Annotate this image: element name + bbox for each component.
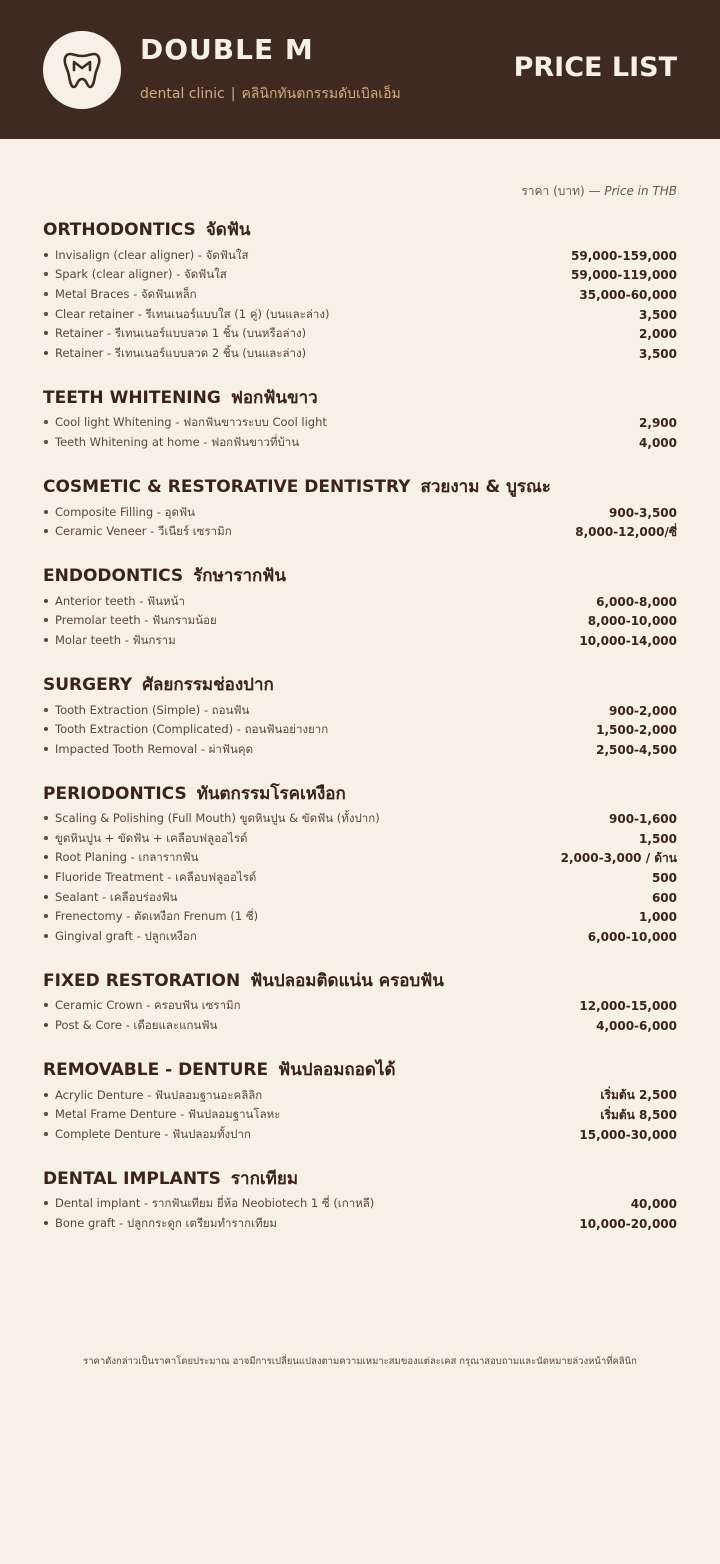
section-title-th: ฟันปลอมติดแน่น ครอบฟัน: [250, 970, 444, 991]
section-title: [43, 969, 677, 993]
section-title-en: REMOVABLE - DENTURE: [43, 1059, 269, 1080]
price-item: [43, 829, 677, 849]
item-price: 12,000-15,000: [579, 999, 677, 1014]
tooth-icon: [62, 48, 102, 92]
subtitle-th: คลินิกทันตกรรมดับเบิลเอ็ม: [241, 86, 401, 102]
section-title: [43, 1058, 677, 1082]
section-title-en: ENDODONTICS: [43, 565, 184, 586]
price-item: [43, 503, 677, 523]
price-item: [43, 1016, 677, 1036]
price-item: [43, 907, 677, 927]
price-list: [43, 1195, 677, 1234]
section-title-th: ทันตกรรมโรคเหงือก: [196, 783, 346, 804]
item-price: 59,000-159,000: [571, 248, 677, 263]
item-price: 6,000-10,000: [587, 929, 677, 944]
item-price: 4,000-6,000: [596, 1019, 677, 1034]
item-name: Composite Filling - อุดฟัน: [43, 504, 195, 522]
item-name: Tooth Extraction (Simple) - ถอนฟัน: [43, 702, 249, 720]
price-item: [43, 701, 677, 721]
item-price: 35,000-60,000: [579, 287, 677, 302]
item-name: Ceramic Crown - ครอบฟัน เซรามิก: [43, 997, 241, 1015]
item-price: 15,000-30,000: [579, 1127, 677, 1142]
price-list: [43, 414, 677, 453]
item-name: Ceramic Veneer - วีเนียร์ เซรามิก: [43, 523, 232, 541]
price-section: [43, 218, 677, 364]
section-title-en: TEETH WHITENING: [43, 387, 221, 408]
price-item: [43, 305, 677, 325]
price-item: [43, 592, 677, 612]
price-section: [43, 386, 677, 453]
price-list: [43, 997, 677, 1036]
item-name: Dental implant - รากฟันเทียม ยี่ห้อ Neobiotech 1 ซี่ (เกาหลี): [43, 1195, 374, 1213]
item-name: Premolar teeth - ฟันกรามน้อย: [43, 612, 217, 630]
price-item: [43, 522, 677, 542]
price-item: [43, 740, 677, 760]
item-price: 6,000-8,000: [596, 594, 677, 609]
price-item: [43, 997, 677, 1017]
item-name: Post & Core - เดือยและแกนฟัน: [43, 1017, 217, 1035]
item-name: Sealant - เคลือบร่องฟัน: [43, 889, 178, 907]
subtitle-separator: |: [230, 86, 236, 102]
item-price: 4,000: [639, 435, 677, 450]
section-title-en: COSMETIC & RESTORATIVE DENTISTRY: [43, 476, 411, 497]
item-price: 1,500-2,000: [596, 723, 677, 738]
section-title-en: DENTAL IMPLANTS: [43, 1168, 221, 1189]
clinic-logo: [43, 31, 121, 109]
item-name: Complete Denture - ฟันปลอมทั้งปาก: [43, 1126, 251, 1144]
item-name: ขูดหินปูน + ขัดฟัน + เคลือบฟลูออไรด์: [43, 830, 247, 848]
item-name: Bone graft - ปลูกกระดูก เตรียมทำรากเทียม: [43, 1215, 277, 1233]
price-item: [43, 927, 677, 947]
price-section: [43, 1167, 677, 1234]
footer-note: ราคาดังกล่าวเป็นราคาโดยประมาณ อาจมีการเปลี่ยนแปลงตามความเหมาะสมของแต่ละเคส กรุณาสอบถามและนัดหมายล่วงหน้าที่คลินิก: [83, 1356, 637, 1367]
section-title-th: สวยงาม & บูรณะ: [420, 476, 551, 497]
price-list: [43, 503, 677, 542]
section-title-en: PERIODONTICS: [43, 783, 187, 804]
currency-th: ราคา (บาท): [521, 184, 585, 198]
item-name: Invisalign (clear aligner) - จัดฟันใส: [43, 247, 248, 265]
price-item: [43, 266, 677, 286]
item-price: 10,000-14,000: [579, 633, 677, 648]
section-title-th: ฟันปลอมถอดได้: [278, 1059, 396, 1080]
price-section: [43, 564, 677, 651]
price-item: [43, 810, 677, 830]
item-price: 2,500-4,500: [596, 742, 677, 757]
item-name: Impacted Tooth Removal - ผ่าฟันคุด: [43, 741, 253, 759]
price-item: [43, 246, 677, 266]
item-name: Acrylic Denture - ฟันปลอมฐานอะคลิลิก: [43, 1087, 262, 1105]
section-title-en: FIXED RESTORATION: [43, 970, 241, 991]
item-name: Cool light Whitening - ฟอกฟันขาวระบบ Cool light: [43, 414, 327, 432]
item-price: 59,000-119,000: [571, 268, 677, 283]
header-banner: [0, 0, 720, 139]
price-list: [43, 701, 677, 760]
price-list: [43, 810, 677, 947]
price-item: [43, 849, 677, 869]
item-price: 3,500: [639, 346, 677, 361]
price-item: [43, 888, 677, 908]
price-item: [43, 344, 677, 364]
price-section: [43, 782, 677, 947]
price-item: [43, 324, 677, 344]
subtitle-en: dental clinic: [140, 86, 225, 102]
currency-note: [521, 182, 677, 201]
price-item: [43, 1125, 677, 1145]
item-price: 900-3,500: [609, 505, 677, 520]
item-name: Fluoride Treatment - เคลือบฟลูออไรด์: [43, 869, 256, 887]
price-item: [43, 720, 677, 740]
price-sections: [43, 218, 677, 1256]
section-title-th: จัดฟัน: [205, 220, 251, 240]
item-price: 2,000: [639, 327, 677, 342]
item-price: 1,000: [639, 910, 677, 925]
price-item: [43, 868, 677, 888]
item-price: 900-1,600: [609, 812, 677, 827]
price-list: [43, 592, 677, 651]
item-price: 600: [651, 890, 677, 905]
section-title: [43, 673, 677, 697]
item-name: Metal Frame Denture - ฟันปลอมฐานโลหะ: [43, 1106, 280, 1124]
section-title-th: รักษารากฟัน: [193, 565, 286, 586]
item-name: Metal Braces - จัดฟันเหล็ก: [43, 286, 197, 304]
price-item: [43, 414, 677, 434]
price-item: [43, 1195, 677, 1215]
item-name: Teeth Whitening at home - ฟอกฟันขาวที่บ้าน: [43, 434, 299, 452]
item-price: เริ่มต้น 8,500: [600, 1107, 677, 1122]
item-price: 8,000-10,000: [587, 614, 677, 629]
price-list-title: PRICE LIST: [513, 52, 677, 83]
item-name: Gingival graft - ปลูกเหงือก: [43, 928, 197, 946]
section-title: [43, 1167, 677, 1191]
item-price: เริ่มต้น 2,500: [600, 1088, 677, 1103]
item-name: Scaling & Polishing (Full Mouth) ขูดหินปูน & ขัดฟัน (ทั้งปาก): [43, 810, 380, 828]
price-section: [43, 673, 677, 760]
section-title: [43, 782, 677, 806]
item-price: 8,000-12,000/ซี่: [575, 524, 677, 539]
item-price: 1,500: [639, 831, 677, 846]
section-title-en: ORTHODONTICS: [43, 220, 196, 240]
price-item: [43, 433, 677, 453]
item-price: 10,000-20,000: [579, 1217, 677, 1232]
item-name: Molar teeth - ฟันกราม: [43, 632, 176, 650]
price-item: [43, 1214, 677, 1234]
section-title-en: SURGERY: [43, 674, 133, 695]
item-price: 3,500: [639, 307, 677, 322]
item-name: Anterior teeth - ฟันหน้า: [43, 593, 185, 611]
section-title-th: ฟอกฟันขาว: [230, 387, 318, 408]
item-price: 500: [651, 871, 677, 886]
clinic-name: DOUBLE M: [140, 33, 314, 66]
price-section: [43, 1058, 677, 1145]
currency-en: — Price in THB: [588, 184, 677, 198]
price-item: [43, 631, 677, 651]
item-price: 2,000-3,000 / ด้าน: [560, 850, 677, 865]
section-title-th: ศัลยกรรมช่องปาก: [142, 674, 274, 695]
item-name: Frenectomy - ตัดเหงือก Frenum (1 ซี่): [43, 908, 258, 926]
section-title-th: รากเทียม: [230, 1168, 299, 1189]
item-name: Root Planing - เกลารากฟัน: [43, 849, 198, 867]
price-list: [43, 246, 677, 364]
item-name: Spark (clear aligner) - จัดฟันใส: [43, 266, 227, 284]
price-item: [43, 285, 677, 305]
section-title: [43, 564, 677, 588]
item-price: 2,900: [639, 416, 677, 431]
clinic-subtitle: [140, 84, 401, 104]
section-title: [43, 386, 677, 410]
section-title: [43, 475, 677, 499]
price-section: [43, 969, 677, 1036]
item-price: 900-2,000: [609, 703, 677, 718]
price-section: [43, 475, 677, 542]
price-item: [43, 612, 677, 632]
price-item: [43, 1086, 677, 1106]
item-name: Tooth Extraction (Complicated) - ถอนฟันอย่างยาก: [43, 721, 328, 739]
item-name: Clear retainer - รีเทนเนอร์แบบใส (1 คู่) (บนและล่าง): [43, 306, 330, 324]
price-list: [43, 1086, 677, 1145]
section-title: [43, 218, 677, 242]
item-price: 40,000: [630, 1197, 677, 1212]
item-name: Retainer - รีเทนเนอร์แบบลวด 1 ชิ้น (บนหรือล่าง): [43, 325, 306, 343]
price-item: [43, 1105, 677, 1125]
item-name: Retainer - รีเทนเนอร์แบบลวด 2 ชิ้น (บนและล่าง): [43, 345, 306, 363]
